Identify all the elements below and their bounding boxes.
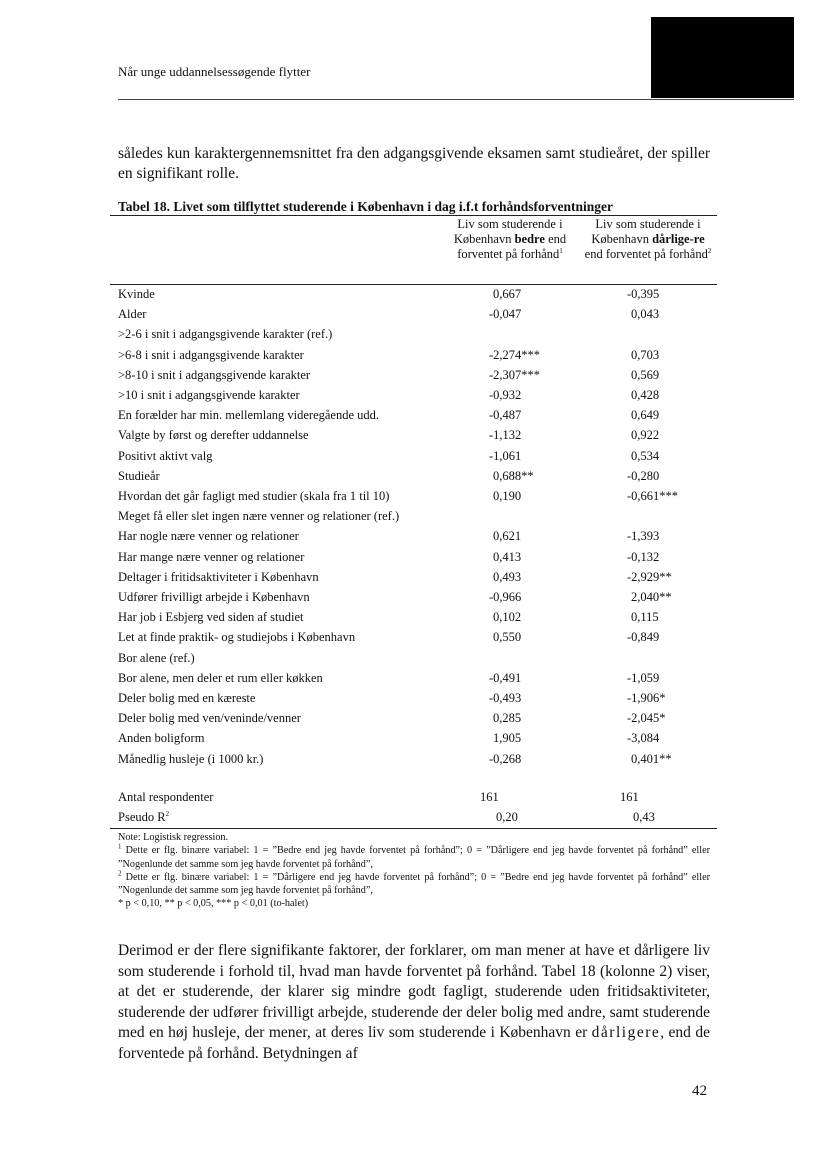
row-label: En forælder har min. mellemlang videregående udd.: [118, 408, 380, 423]
header-rule: [118, 99, 794, 100]
row-label: Anden boligform: [118, 731, 205, 746]
row-value-col2: -1,393: [627, 529, 660, 544]
table-row: [118, 469, 718, 487]
table-row-respondents: [118, 790, 718, 808]
row-value-col1: 0,621: [493, 529, 522, 544]
table-row: [118, 428, 718, 446]
table-row: [118, 651, 718, 669]
table-row: [118, 671, 718, 689]
table-notes: [118, 831, 710, 911]
running-header: Når unge uddannelsessøgende flytter: [118, 64, 311, 79]
column-header-better: Liv som studerende i København bedre end forventet på forhånd$^1$: [453, 217, 567, 261]
table-bottom-rule: [110, 828, 717, 829]
row-label: Månedlig husleje (i 1000 kr.): [118, 751, 264, 766]
row-label: Meget få eller slet ingen nære venner og relationer (ref.): [118, 509, 400, 524]
row-label: Bor alene, men deler et rum eller køkken: [118, 670, 323, 685]
row-label: Alder: [118, 307, 147, 322]
row-value-col2: 0,703: [631, 347, 660, 362]
row-value-col1: 0,413: [493, 549, 522, 564]
table-row: [118, 691, 718, 709]
row-value-col2: 0,115: [631, 610, 659, 625]
footnote-2: $^2$ Dette er flg. binære variabel: 1 = ”Dårligere end jeg havde forventet på forhånd”; 0 = ”Bedre end jeg havde forventet på forhånd” eller ”Nogenlunde det samme som jeg havde forventet på forhånd”,: [118, 869, 711, 897]
row-value-col2: -0,661***: [627, 489, 679, 503]
row-value-col2: 0,043: [631, 307, 660, 322]
row-label: Kvinde: [118, 287, 155, 301]
row-label: Studieår: [118, 468, 160, 483]
page-number: 42: [692, 1083, 707, 1099]
table-row: [118, 731, 718, 749]
row-label: Antal respondenter: [118, 790, 214, 804]
row-value-col1: -1,132: [489, 428, 522, 443]
row-label: Deler bolig med en kæreste: [118, 691, 256, 705]
table-row: [118, 590, 718, 608]
row-value-col2: -2,929**: [627, 569, 672, 584]
row-value-col1: -2,274***: [489, 347, 541, 362]
row-label: Valgte by først og derefter uddannelse: [118, 428, 309, 443]
row-value-col2: 0,43: [633, 810, 655, 824]
row-label: >8-10 i snit i adgangsgivende karakter: [118, 367, 311, 382]
row-value-col2: 0,401**: [631, 751, 672, 766]
row-value-col2: -0,849: [627, 630, 660, 645]
row-value-col1: 0,20: [496, 810, 518, 824]
row-label: Positivt aktivt valg: [118, 448, 213, 463]
row-label: Udfører frivilligt arbejde i København: [118, 590, 310, 604]
table-row: [118, 348, 718, 366]
row-value-col2: 2,040**: [631, 590, 672, 604]
row-value-col2: -3,084: [627, 731, 660, 746]
row-value-col2: -0,132: [627, 549, 660, 564]
row-label: Bor alene (ref.): [118, 650, 195, 665]
row-value-col1: -0,491: [489, 670, 522, 685]
row-value-col1: -0,047: [489, 307, 522, 322]
row-label: Har nogle nære venner og relationer: [118, 529, 299, 544]
row-label: Har mange nære venner og relationer: [118, 549, 305, 564]
table-row: [118, 529, 718, 547]
row-value-col1: -0,268: [489, 751, 522, 766]
table-row: [118, 752, 718, 770]
table-row-pseudo-r2: [118, 810, 718, 828]
row-label: >10 i snit i adgangsgivende karakter: [118, 388, 300, 402]
intro-paragraph: således kun karaktergennemsnittet fra den adgangsgivende eksamen samt studieåret, der spiller en signifikant rolle.: [118, 145, 710, 182]
table-row: [118, 368, 718, 386]
table-row: [118, 388, 718, 406]
row-value-col2: 0,428: [631, 388, 660, 402]
row-value-col1: 0,550: [493, 630, 522, 645]
significance-note: * p < 0,10, ** p < 0,05, *** p < 0,01 (to-halet): [118, 898, 309, 910]
row-value-col2: -1,906*: [627, 691, 666, 705]
table-header-rule: [110, 284, 717, 285]
corner-black-block: [651, 17, 794, 98]
row-value-col2: -1,059: [627, 670, 660, 685]
table-row: [118, 570, 718, 588]
row-value-col1: 0,190: [493, 489, 522, 503]
column-header-worse: Liv som studerende i København dårlige-re end forventet på forhånd$^2$: [584, 217, 712, 261]
row-value-col2: 0,569: [631, 367, 660, 382]
row-value-col1: 1,905: [493, 731, 522, 746]
row-value-col2: -0,280: [627, 468, 660, 483]
row-value-col1: -2,307***: [489, 367, 541, 382]
table-row: [118, 287, 718, 305]
footnote-1: $^1$ Dette er flg. binære variabel: 1 = ”Bedre end jeg havde forventet på forhånd”; 0 = ”Dårligere end jeg havde forventet på forhånd” eller ”Nogenlunde det samme som jeg havde forventet på forhånd”,: [118, 842, 711, 870]
row-value-col1: -0,487: [489, 408, 522, 423]
row-value-col2: -0,395: [627, 287, 660, 301]
row-label: >2-6 i snit i adgangsgivende karakter (ref.): [118, 327, 333, 342]
row-value-col1: 0,688**: [493, 468, 534, 483]
table-row: [118, 509, 718, 527]
table-row: [118, 327, 718, 345]
row-value-col1: 0,493: [493, 569, 522, 584]
note-text: Note: Logistisk regression.: [118, 832, 229, 843]
table-title: Tabel 18. Livet som tilflyttet studerende i København i dag i.f.t forhåndsforventninger: [118, 199, 614, 214]
row-value-col1: -0,966: [489, 590, 522, 604]
row-label: >6-8 i snit i adgangsgivende karakter: [118, 347, 304, 362]
row-value-col1: 161: [480, 790, 499, 804]
table-row: [118, 307, 718, 325]
row-value-col1: 0,102: [493, 610, 522, 625]
row-value-col1: -0,493: [489, 691, 522, 705]
table-row: [118, 610, 718, 628]
table-row: [118, 449, 718, 467]
table-row: [118, 630, 718, 648]
table-row: [118, 711, 718, 729]
row-label: Deler bolig med ven/veninde/venner: [118, 711, 301, 726]
row-value-col2: 0,649: [631, 408, 660, 423]
table-row: [118, 550, 718, 568]
row-label: Pseudo $R^2$: [118, 809, 170, 824]
row-value-col1: -1,061: [489, 448, 522, 463]
row-label: Har job i Esbjerg ved siden af studiet: [118, 610, 304, 625]
table-row: [118, 408, 718, 426]
body-paragraph: Derimod er der flere signifikante faktorer, der forklarer, om man mener at have et dårligere liv som studerende i forhold til, hvad man havde forventet på forhånd. Tabel 18 (kolonne 2) viser, at det er studerende, der klarer sig mindre godt fagligt, studerende uden fritidsaktiviteter, studerende der udfører frivilligt arbejde, studerende der deler bolig med andre, samt studerende med en høj husleje, der mener, at deres liv som studerende i København er dårligere, end de forventede på forhånd. Betydningen af: [118, 942, 710, 1062]
row-value-col2: -2,045*: [627, 711, 666, 726]
row-label: Hvordan det går fagligt med studier (skala fra 1 til 10): [118, 489, 390, 503]
row-value-col2: 161: [620, 790, 639, 804]
row-label: Let at finde praktik- og studiejobs i København: [118, 630, 356, 645]
table-top-rule: [110, 215, 717, 216]
row-value-col2: 0,534: [631, 448, 660, 463]
row-value-col1: -0,932: [489, 388, 522, 402]
row-label: Deltager i fritidsaktiviteter i København: [118, 569, 319, 584]
table-row: [118, 489, 718, 507]
row-value-col1: 0,667: [493, 287, 522, 301]
row-value-col1: 0,285: [493, 711, 522, 726]
emphasized-word: dårligere: [591, 1024, 661, 1041]
row-value-col2: 0,922: [631, 428, 660, 443]
